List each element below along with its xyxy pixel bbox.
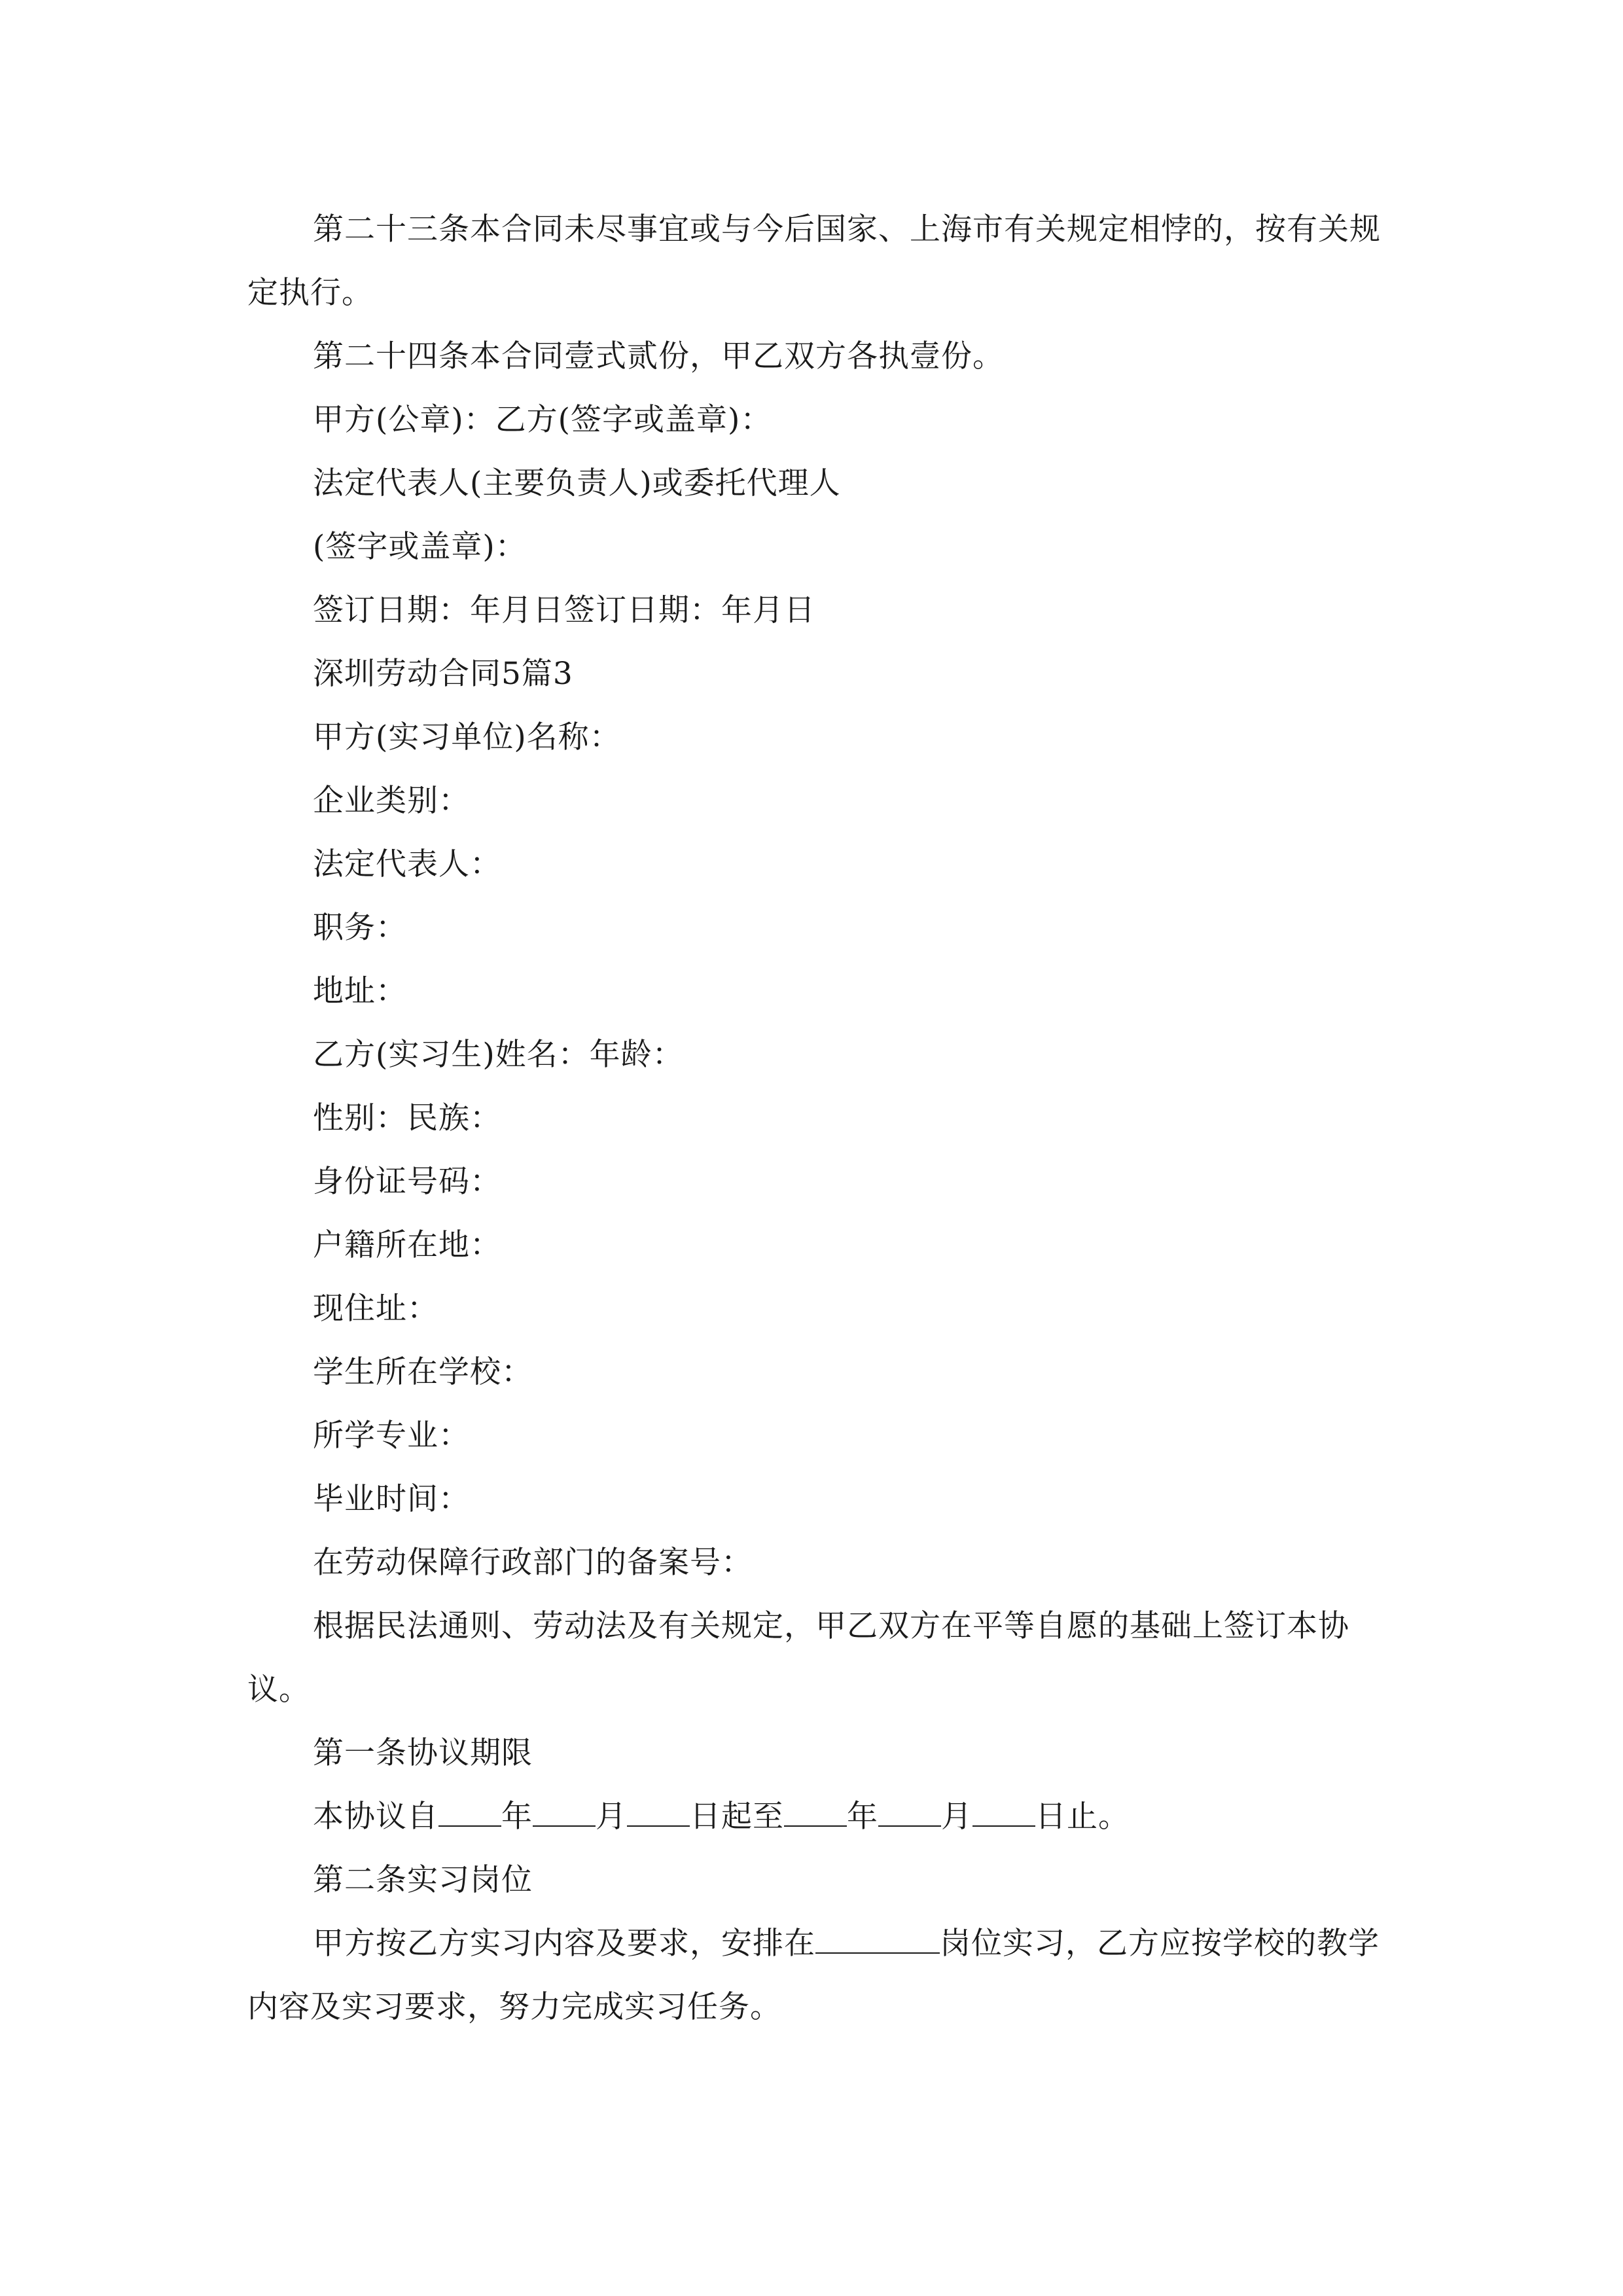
- graduation-time-field: 毕业时间：: [313, 1481, 470, 1517]
- document-body: [247, 198, 1386, 2039]
- agreement-preamble: 根据民法通则、劳动法及有关规定，甲乙双方在平等自愿的基础上签订本协议。: [247, 1608, 1349, 1708]
- legal-representative-field: 法定代表人：: [313, 846, 501, 882]
- term-year-1: 年: [501, 1799, 533, 1835]
- term-prefix: 本协议自: [313, 1799, 438, 1835]
- article-2-body: [247, 1912, 1386, 2039]
- signing-date-line: 签订日期：年月日签订日期：年月日: [313, 592, 815, 628]
- signature-note-line: (签字或盖章)：: [313, 529, 527, 565]
- party-a-name-field: 甲方(实习单位)名称：: [313, 719, 621, 755]
- household-registration-field: 户籍所在地：: [313, 1227, 501, 1263]
- clause-23: 第二十三条本合同未尽事宜或与今后国家、上海市有关规定相悖的，按有关规定执行。: [247, 211, 1381, 311]
- start-day-blank: [627, 1798, 690, 1827]
- article-2-body-after: 岗位实习，乙方应按学校的教学内容及实习要求，努力完成实习任务。: [247, 1926, 1380, 2025]
- start-month-blank: [533, 1798, 596, 1827]
- school-field: 学生所在学校：: [313, 1354, 533, 1390]
- end-month-blank: [878, 1798, 941, 1827]
- major-field: 所学专业：: [313, 1418, 470, 1454]
- end-year-blank: [784, 1798, 847, 1827]
- id-number-field: 身份证号码：: [313, 1164, 501, 1200]
- party-b-name-age-field: 乙方(实习生)姓名：年龄：: [313, 1037, 684, 1073]
- term-day-1: 日起至: [690, 1799, 784, 1835]
- position-field: 职务：: [313, 910, 407, 946]
- article-2-title: 第二条实习岗位: [313, 1862, 533, 1898]
- registration-number-field: 在劳动保障行政部门的备案号：: [313, 1545, 753, 1581]
- section-title: 深圳劳动合同5篇3: [313, 656, 573, 692]
- term-day-2: 日止。: [1035, 1799, 1130, 1835]
- term-year-2: 年: [847, 1799, 878, 1835]
- current-address-field: 现住址：: [313, 1291, 438, 1327]
- article-1-title: 第一条协议期限: [313, 1735, 533, 1771]
- agreement-term-line: [247, 1785, 1386, 1848]
- clause-24: 第二十四条本合同壹式贰份，甲乙双方各执壹份。: [313, 338, 1004, 374]
- position-blank: [815, 1925, 940, 1954]
- start-year-blank: [438, 1798, 501, 1827]
- gender-ethnicity-field: 性别：民族：: [313, 1100, 501, 1136]
- article-2-body-before: 甲方按乙方实习内容及要求，安排在: [313, 1926, 815, 1962]
- term-month-1: 月: [596, 1799, 627, 1835]
- legal-representative-line: 法定代表人(主要负责人)或委托代理人: [313, 465, 841, 501]
- term-month-2: 月: [941, 1799, 972, 1835]
- end-day-blank: [972, 1798, 1035, 1827]
- address-field: 地址：: [313, 973, 407, 1009]
- enterprise-type-field: 企业类别：: [313, 783, 470, 819]
- signature-parties-line: 甲方(公章)：乙方(签字或盖章)：: [313, 402, 772, 438]
